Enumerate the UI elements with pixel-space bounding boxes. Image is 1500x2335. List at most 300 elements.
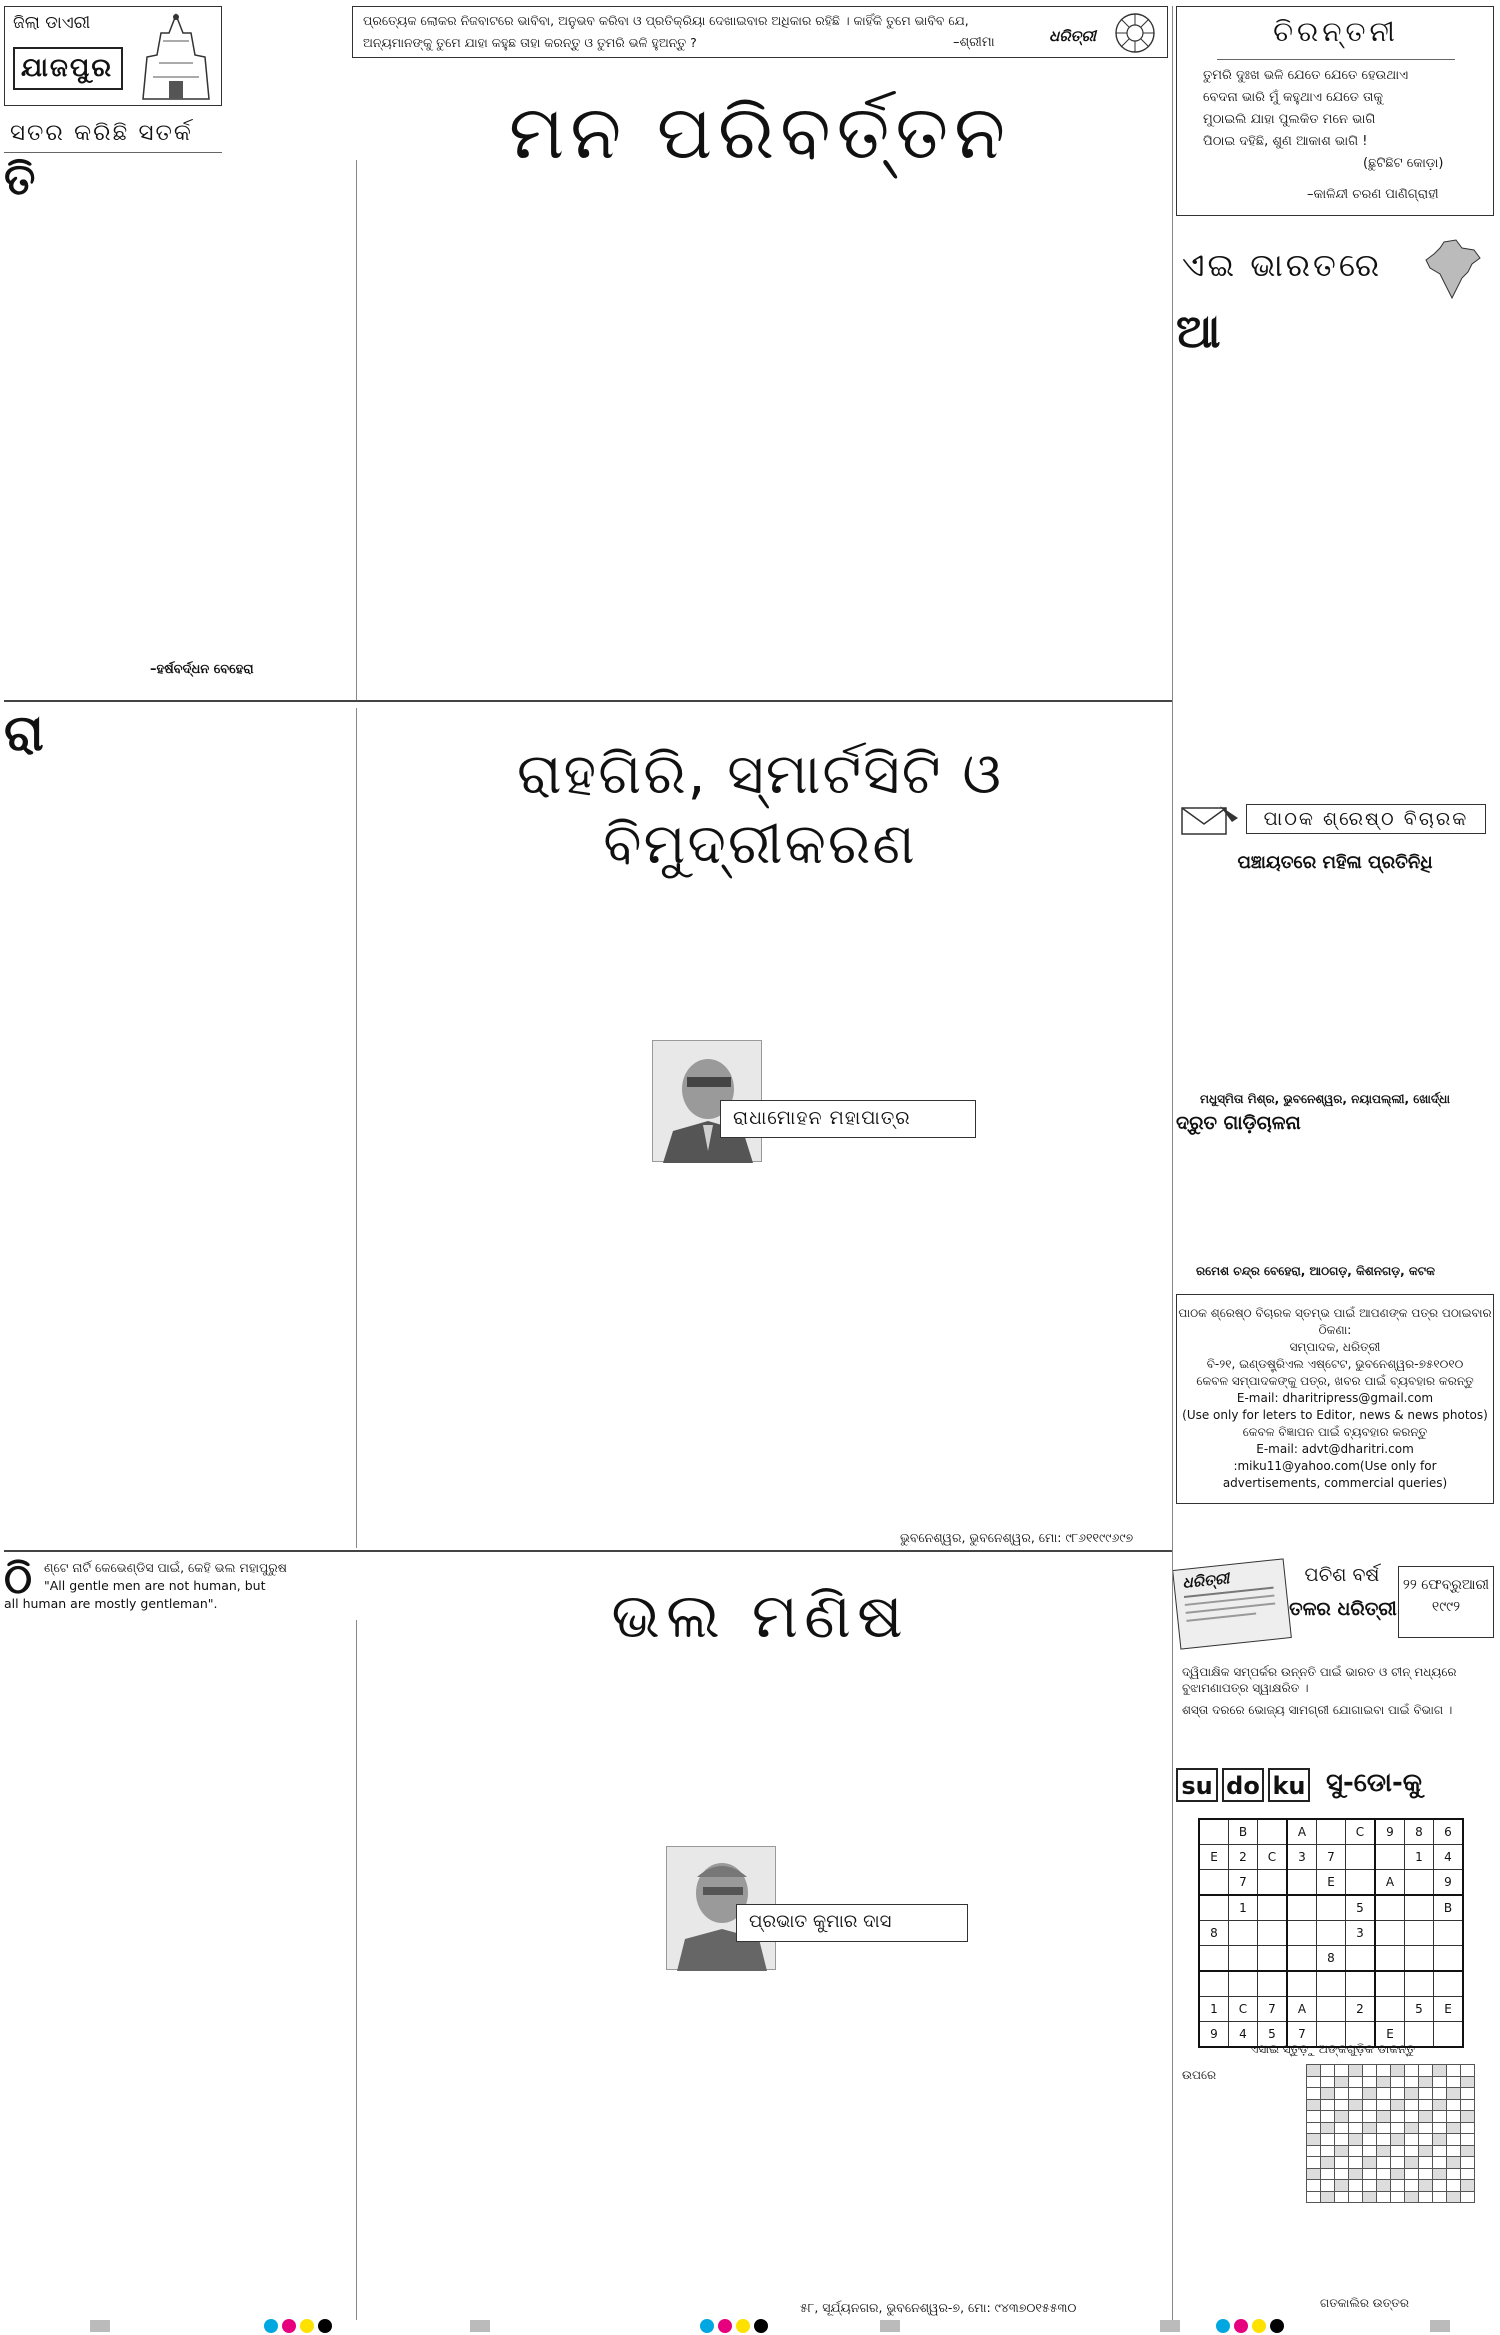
answer-cell bbox=[1349, 2168, 1363, 2180]
answer-cell bbox=[1391, 2145, 1405, 2157]
answer-cell bbox=[1447, 2122, 1461, 2134]
answer-row bbox=[1307, 2157, 1475, 2169]
contact-note-2: advertisements, commercial queries) bbox=[1222, 1476, 1448, 1490]
bhala-footer: ୫୮, ସୂର୍ଯ୍ୟନଗର, ଭୁବନେଶ୍ୱର-୭, ମୋ: ୯୪୩୭୦୧୫୫୩୦ bbox=[800, 2300, 1077, 2315]
sudoku-cell: 8 bbox=[1199, 1921, 1229, 1946]
answer-cell bbox=[1363, 2191, 1377, 2203]
sudoku-cell[interactable] bbox=[1346, 1845, 1376, 1870]
bharat-title: ଏଇ ଭାରତରେ bbox=[1182, 246, 1383, 284]
answer-cell bbox=[1447, 2168, 1461, 2180]
flashback-date-box bbox=[1398, 1566, 1494, 1638]
sudoku-cell: 4 bbox=[1434, 1845, 1464, 1870]
letter-1-title: ପଞ୍ଚାୟତରେ ମହିଳା ପ୍ରତିନିଧି bbox=[1237, 852, 1433, 873]
sudoku-cell[interactable] bbox=[1258, 1946, 1288, 1972]
answer-row bbox=[1307, 2099, 1475, 2111]
poem-line-1: ତୁମରି ଦୁଃଖ ଭଳି ଯେତେ ଯେତେ ହେଉଥାଏ bbox=[1203, 68, 1409, 83]
answer-cell bbox=[1307, 2134, 1321, 2146]
answer-cell bbox=[1307, 2191, 1321, 2203]
author-name-prabhat: ପ୍ରଭାତ କୁମାର ଦାସ bbox=[736, 1904, 968, 1942]
answer-cell bbox=[1307, 2122, 1321, 2134]
answer-cell bbox=[1349, 2134, 1363, 2146]
bhala-col-2 bbox=[366, 1672, 738, 2322]
answer-cell bbox=[1307, 2111, 1321, 2123]
letter-2-signature: ରମେଶ ଚନ୍ଦ୍ର ବେହେରା, ଆଠଗଡ଼, କିଶନଗଡ଼, କଟକ bbox=[1196, 1264, 1435, 1278]
sudoku-cell: E bbox=[1199, 1845, 1229, 1870]
answer-cell bbox=[1461, 2180, 1475, 2192]
answer-row bbox=[1307, 2134, 1475, 2146]
answer-cell bbox=[1363, 2168, 1377, 2180]
answer-cell bbox=[1405, 2111, 1419, 2123]
answer-cell bbox=[1419, 2065, 1433, 2077]
sudoku-instructions bbox=[1182, 2086, 1302, 2296]
chirantani-box bbox=[1176, 6, 1494, 216]
sudoku-title-ku: ku bbox=[1268, 1768, 1310, 1802]
flashback-item-2: ଶସ୍ତା ଦରରେ ଭୋଜ୍ୟ ସାମଗ୍ରୀ ଯୋଗାଇବା ପାଇଁ ବିଭାଗ । bbox=[1182, 1703, 1453, 1717]
sudoku-cell[interactable] bbox=[1258, 1895, 1288, 1921]
answer-cell bbox=[1447, 2065, 1461, 2077]
sudoku-cell[interactable] bbox=[1199, 1971, 1229, 1997]
sudoku-cell[interactable] bbox=[1375, 1946, 1405, 1972]
letter-2-title: ଦ୍ରୁତ ଗାଡ଼ିଚାଳନା bbox=[1176, 1112, 1301, 1134]
sudoku-row bbox=[1199, 1946, 1463, 1972]
answer-cell bbox=[1363, 2111, 1377, 2123]
answer-cell bbox=[1363, 2157, 1377, 2169]
sudoku-cell: 7 bbox=[1258, 1997, 1288, 2022]
answer-cell bbox=[1307, 2065, 1321, 2077]
answer-cell bbox=[1461, 2157, 1475, 2169]
answer-cell bbox=[1307, 2099, 1321, 2111]
answer-cell bbox=[1461, 2134, 1475, 2146]
sudoku-cell: B bbox=[1434, 1895, 1464, 1921]
district-dropcap: ତି bbox=[4, 154, 36, 205]
contact-note-1: (Use only for leters to Editor, news & news photos) bbox=[1182, 1408, 1488, 1422]
sudoku-cell[interactable] bbox=[1434, 2022, 1464, 2048]
answer-cell bbox=[1461, 2122, 1475, 2134]
answer-cell bbox=[1363, 2145, 1377, 2157]
answer-cell bbox=[1363, 2134, 1377, 2146]
answer-cell bbox=[1377, 2168, 1391, 2180]
answer-row bbox=[1307, 2076, 1475, 2088]
answer-cell bbox=[1391, 2099, 1405, 2111]
author-name-radhamohan: ରାଧାମୋହନ ମହାପାତ୍ର bbox=[720, 1100, 976, 1138]
answer-cell bbox=[1349, 2180, 1363, 2192]
sudoku-cell[interactable] bbox=[1405, 1946, 1434, 1972]
sudoku-cell: A bbox=[1287, 1819, 1317, 1845]
sudoku-instructions-label: ଉପରେ bbox=[1182, 2068, 1217, 2082]
main-article-col-1 bbox=[4, 704, 344, 1528]
editorial-col-2 bbox=[636, 186, 896, 686]
answer-cell bbox=[1363, 2076, 1377, 2088]
sudoku-cell: 7 bbox=[1287, 2022, 1317, 2048]
quote-author: –ଶ୍ରୀମା bbox=[953, 35, 995, 50]
mother-symbol-icon bbox=[1113, 11, 1157, 55]
letters-header bbox=[1176, 800, 1494, 840]
sudoku-title-do: do bbox=[1222, 1768, 1264, 1802]
answer-cell bbox=[1419, 2122, 1433, 2134]
answer-cell bbox=[1335, 2191, 1349, 2203]
answer-cell bbox=[1433, 2099, 1447, 2111]
answer-cell bbox=[1377, 2088, 1391, 2100]
sudoku-cell[interactable] bbox=[1317, 1819, 1346, 1845]
answer-cell bbox=[1321, 2180, 1335, 2192]
sudoku-cell: 4 bbox=[1229, 2022, 1258, 2048]
sudoku-answer-grid bbox=[1306, 2064, 1475, 2203]
answer-cell bbox=[1377, 2157, 1391, 2169]
answer-cell bbox=[1349, 2099, 1363, 2111]
answer-cell bbox=[1461, 2191, 1475, 2203]
answer-cell bbox=[1335, 2065, 1349, 2077]
answer-cell bbox=[1419, 2099, 1433, 2111]
sudoku-cell[interactable] bbox=[1434, 1971, 1464, 1997]
answer-cell bbox=[1377, 2122, 1391, 2134]
flashback-year: ୧୯୯୨ bbox=[1431, 1599, 1461, 1615]
answer-cell bbox=[1335, 2180, 1349, 2192]
sudoku-cell: 1 bbox=[1199, 1997, 1229, 2022]
answer-cell bbox=[1419, 2076, 1433, 2088]
quote-line-2: ଅନ୍ୟମାନଙ୍କୁ ତୁମେ ଯାହା କହୁଛ ତାହା କରନ୍ତୁ ଓ ତୁମରି ଭଳି ହୁଅନ୍ତୁ ? bbox=[363, 35, 697, 50]
answer-cell bbox=[1391, 2088, 1405, 2100]
sudoku-cell[interactable] bbox=[1258, 1819, 1288, 1845]
answer-cell bbox=[1433, 2088, 1447, 2100]
bharat-dropcap: ଆ bbox=[1176, 304, 1221, 358]
answer-cell bbox=[1433, 2180, 1447, 2192]
letter-1-body bbox=[1176, 880, 1494, 1090]
sudoku-cell[interactable] bbox=[1287, 1946, 1317, 1972]
answer-cell bbox=[1349, 2122, 1363, 2134]
answer-cell bbox=[1349, 2157, 1363, 2169]
answer-cell bbox=[1307, 2145, 1321, 2157]
answer-cell bbox=[1335, 2099, 1349, 2111]
answer-cell bbox=[1363, 2088, 1377, 2100]
sudoku-cell: 5 bbox=[1346, 1895, 1376, 1921]
answer-cell bbox=[1447, 2157, 1461, 2169]
contact-line-4: କେବଳ ସମ୍ପାଦକଙ୍କୁ ପତ୍ର, ଖବର ପାଇଁ ବ୍ୟବହାର କରନ୍ତୁ bbox=[1196, 1374, 1474, 1388]
answer-cell bbox=[1321, 2145, 1335, 2157]
contact-email-1[interactable]: E-mail: dharitripress@gmail.com bbox=[1236, 1391, 1434, 1405]
editorial-col-3 bbox=[906, 186, 1168, 686]
answer-cell bbox=[1419, 2088, 1433, 2100]
poem-line-2: ବେଦନା ଭାରି ମୁଁ କହୁଥାଏ ଯେତେ ତାକୁ bbox=[1203, 90, 1383, 105]
answer-row bbox=[1307, 2111, 1475, 2123]
answer-cell bbox=[1433, 2134, 1447, 2146]
answer-row bbox=[1307, 2065, 1475, 2077]
answer-cell bbox=[1307, 2180, 1321, 2192]
sudoku-cell[interactable] bbox=[1405, 1971, 1434, 1997]
answer-cell bbox=[1307, 2076, 1321, 2088]
sudoku-cell: 5 bbox=[1405, 1997, 1434, 2022]
answer-cell bbox=[1391, 2180, 1405, 2192]
sudoku-cell: 6 bbox=[1434, 1819, 1464, 1845]
answer-cell bbox=[1419, 2157, 1433, 2169]
sudoku-cell: 1 bbox=[1405, 1845, 1434, 1870]
india-map-icon bbox=[1422, 238, 1488, 300]
answer-cell bbox=[1433, 2145, 1447, 2157]
answer-cell bbox=[1405, 2076, 1419, 2088]
sudoku-row bbox=[1199, 1921, 1463, 1946]
bharat-body bbox=[1176, 304, 1494, 798]
sudoku-cell[interactable] bbox=[1287, 1870, 1317, 1896]
sudoku-puzzle bbox=[1198, 1818, 1464, 2048]
sudoku-cell[interactable] bbox=[1199, 1870, 1229, 1896]
sudoku-cell: E bbox=[1317, 1870, 1346, 1896]
sudoku-cell[interactable] bbox=[1287, 1895, 1317, 1921]
sudoku-cell: 9 bbox=[1199, 2022, 1229, 2048]
temple-illustration bbox=[133, 11, 219, 103]
print-registration-strip bbox=[0, 2318, 1500, 2335]
bhala-col-3 bbox=[756, 1672, 1168, 2322]
sudoku-cell[interactable] bbox=[1199, 1946, 1229, 1972]
contact-email-3[interactable]: :miku11@yahoo.com(Use only for bbox=[1233, 1459, 1437, 1473]
answer-cell bbox=[1307, 2157, 1321, 2169]
flashback-line-1: ପଚିଶ ବର୍ଷ bbox=[1304, 1564, 1380, 1586]
answer-cell bbox=[1307, 2088, 1321, 2100]
sudoku-title-odia: ସୁ-ଡୋ-କୁ bbox=[1326, 1768, 1422, 1798]
answer-cell bbox=[1405, 2168, 1419, 2180]
answer-cell bbox=[1335, 2168, 1349, 2180]
answer-row bbox=[1307, 2180, 1475, 2192]
answer-cell bbox=[1419, 2134, 1433, 2146]
brand-mark: ଧରିତ୍ରୀ bbox=[1049, 27, 1096, 45]
answer-cell bbox=[1391, 2111, 1405, 2123]
sudoku-cell: 8 bbox=[1317, 1946, 1346, 1972]
answer-cell bbox=[1377, 2145, 1391, 2157]
sudoku-answer bbox=[1306, 2064, 1475, 2203]
sudoku-cell: 5 bbox=[1258, 2022, 1288, 2048]
answer-cell bbox=[1419, 2180, 1433, 2192]
answer-cell bbox=[1433, 2111, 1447, 2123]
answer-cell bbox=[1377, 2180, 1391, 2192]
answer-cell bbox=[1391, 2065, 1405, 2077]
editorial-title: ମନ ପରିବର୍ତ୍ତନ bbox=[508, 90, 1012, 176]
answer-cell bbox=[1335, 2134, 1349, 2146]
contact-line-3: ବି-୨୧, ଇଣ୍ଡଷ୍ଟ୍ରିଏଲ ଏଷ୍ଟେଟ, ଭୁବନେଶ୍ୱର-୭୫୧୦୧୦ bbox=[1206, 1357, 1464, 1371]
answer-cell bbox=[1419, 2168, 1433, 2180]
sudoku-cell: 9 bbox=[1434, 1870, 1464, 1896]
answer-cell bbox=[1349, 2191, 1363, 2203]
sudoku-cell: 9 bbox=[1375, 1819, 1405, 1845]
bhala-quote-1: "All gentle men are not human, but bbox=[44, 1578, 266, 1593]
answer-cell bbox=[1447, 2111, 1461, 2123]
answer-cell bbox=[1461, 2168, 1475, 2180]
district-headline: ସତର କରିଛି ସତର୍କ bbox=[10, 120, 193, 146]
sudoku-cell: C bbox=[1258, 1845, 1288, 1870]
sudoku-cell[interactable] bbox=[1199, 1819, 1229, 1845]
answer-cell bbox=[1335, 2088, 1349, 2100]
flashback-line-2: ତଳର ଧରିତ୍ରୀ bbox=[1289, 1598, 1397, 1620]
answer-cell bbox=[1391, 2168, 1405, 2180]
answer-cell bbox=[1377, 2099, 1391, 2111]
main-article-footer: ଭୁବନେଶ୍ୱର, ଭୁବନେଶ୍ୱର, ମୋ: ୯୮୬୧୧୯୯୬୯୭ bbox=[900, 1530, 1134, 1545]
answer-cell bbox=[1377, 2076, 1391, 2088]
yellow-mark bbox=[300, 2319, 314, 2333]
sudoku-cell[interactable] bbox=[1434, 1946, 1464, 1972]
envelope-icon bbox=[1180, 804, 1240, 836]
answer-cell bbox=[1377, 2191, 1391, 2203]
answer-cell bbox=[1321, 2099, 1335, 2111]
answer-cell bbox=[1419, 2111, 1433, 2123]
sudoku-cell[interactable] bbox=[1317, 1997, 1346, 2022]
chirantani-title: ଚିରନ୍ତନୀ bbox=[1273, 15, 1399, 48]
main-article-title: ରାହଗିରି, ସ୍ମାର୍ଟସିଟି ଓ ବିମୁଦ୍ରୀକରଣ bbox=[517, 742, 1003, 877]
contact-email-2[interactable]: E-mail: advt@dharitri.com bbox=[1256, 1442, 1414, 1456]
flashback-paper-icon bbox=[1172, 1558, 1292, 1649]
contact-line-5: କେବଳ ବିଜ୍ଞାପନ ପାଇଁ ବ୍ୟବହାର କରନ୍ତୁ bbox=[1242, 1425, 1428, 1439]
sudoku-cell[interactable] bbox=[1287, 1971, 1317, 1997]
answer-cell bbox=[1363, 2099, 1377, 2111]
sudoku-cell: C bbox=[1229, 1997, 1258, 2022]
answer-cell bbox=[1405, 2099, 1419, 2111]
answer-cell bbox=[1321, 2191, 1335, 2203]
cyan-mark bbox=[264, 2319, 278, 2333]
answer-cell bbox=[1405, 2157, 1419, 2169]
answer-cell bbox=[1447, 2180, 1461, 2192]
answer-cell bbox=[1363, 2065, 1377, 2077]
answer-cell bbox=[1391, 2122, 1405, 2134]
district-article-body bbox=[4, 154, 356, 658]
district-diary-box bbox=[4, 6, 222, 106]
sudoku-cell[interactable] bbox=[1375, 1845, 1405, 1870]
bhala-quote-2: all human are mostly gentleman". bbox=[4, 1596, 218, 1611]
district-byline: –ହର୍ଷବର୍ଦ୍ଧନ ବେହେରା bbox=[150, 662, 254, 677]
letter-2-body bbox=[1176, 1140, 1494, 1262]
answer-row bbox=[1307, 2122, 1475, 2134]
sudoku-cell[interactable] bbox=[1287, 1921, 1317, 1946]
sudoku-cell[interactable] bbox=[1317, 1921, 1346, 1946]
sudoku-cell: 2 bbox=[1229, 1845, 1258, 1870]
answer-cell bbox=[1447, 2191, 1461, 2203]
answer-row bbox=[1307, 2145, 1475, 2157]
letters-header-label: ପାଠକ ଶ୍ରେଷ୍ଠ ବିଚାରକ bbox=[1246, 804, 1486, 834]
sudoku-row bbox=[1199, 1870, 1463, 1896]
answer-cell bbox=[1419, 2145, 1433, 2157]
sudoku-cell[interactable] bbox=[1317, 1971, 1346, 1997]
poem-line-4: ପିଠାଇ ଦହିଛି, ଶୁଣ ଆକାଶ ଭାଗି ! bbox=[1203, 134, 1368, 149]
sudoku-cell[interactable] bbox=[1405, 1870, 1434, 1896]
sudoku-cell[interactable] bbox=[1434, 1921, 1464, 1946]
sudoku-cell[interactable] bbox=[1346, 1946, 1376, 1972]
sudoku-cell[interactable] bbox=[1375, 1895, 1405, 1921]
sudoku-cell[interactable] bbox=[1258, 1971, 1288, 1997]
sudoku-cell: 2 bbox=[1346, 1997, 1376, 2022]
answer-cell bbox=[1335, 2111, 1349, 2123]
sudoku-cell: E bbox=[1375, 2022, 1405, 2048]
answer-cell bbox=[1363, 2122, 1377, 2134]
answer-cell bbox=[1405, 2122, 1419, 2134]
answer-cell bbox=[1447, 2099, 1461, 2111]
flashback-item-1: ଦ୍ୱିପାକ୍ଷିକ ସମ୍ପର୍କର ଉନ୍ନତି ପାଇଁ ଭାରତ ଓ ଚୀନ୍ ମଧ୍ୟରେ ବୁଝାମଣାପତ୍ର ସ୍ୱାକ୍ଷରିତ । bbox=[1182, 1665, 1457, 1695]
answer-cell bbox=[1321, 2088, 1335, 2100]
sudoku-footer-label: ଏସାଇ ସ୍ତୁଡ଼ୁ ଅଙ୍କଗୁଡ଼ିକ ଡାକନ୍ତୁ bbox=[1250, 2042, 1415, 2056]
sudoku-cell[interactable] bbox=[1258, 1921, 1288, 1946]
editorial-col-1 bbox=[366, 186, 626, 686]
sudoku-row bbox=[1199, 1895, 1463, 1921]
chirantani-author: –କାଳିନ୍ଦୀ ଚରଣ ପାଣିଗ୍ରାହୀ bbox=[1307, 187, 1439, 202]
answer-cell bbox=[1321, 2065, 1335, 2077]
sudoku-cell[interactable] bbox=[1375, 1921, 1405, 1946]
answer-cell bbox=[1447, 2134, 1461, 2146]
answer-cell bbox=[1461, 2076, 1475, 2088]
answer-cell bbox=[1461, 2088, 1475, 2100]
answer-cell bbox=[1321, 2111, 1335, 2123]
magenta-mark bbox=[282, 2319, 296, 2333]
sudoku-cell[interactable] bbox=[1375, 1971, 1405, 1997]
answer-cell bbox=[1433, 2168, 1447, 2180]
answer-cell bbox=[1461, 2099, 1475, 2111]
contact-line-1: ପାଠକ ଶ୍ରେଷ୍ଠ ବିଚାରକ ସ୍ତମ୍ଭ ପାଇଁ ଆପଣଙ୍କ ପତ୍ର ପଠାଇବାର ଠିକଣା: bbox=[1178, 1306, 1492, 1337]
answer-cell bbox=[1335, 2076, 1349, 2088]
answer-cell bbox=[1391, 2157, 1405, 2169]
sudoku-cell[interactable] bbox=[1229, 1921, 1258, 1946]
answer-cell bbox=[1391, 2134, 1405, 2146]
sudoku-cell[interactable] bbox=[1229, 1971, 1258, 1997]
sudoku-cell[interactable] bbox=[1229, 1946, 1258, 1972]
flashback-box bbox=[1176, 1560, 1494, 1652]
answer-cell bbox=[1433, 2076, 1447, 2088]
answer-cell bbox=[1433, 2157, 1447, 2169]
sudoku-cell[interactable] bbox=[1317, 1895, 1346, 1921]
answer-cell bbox=[1321, 2134, 1335, 2146]
answer-cell bbox=[1405, 2145, 1419, 2157]
answer-cell bbox=[1433, 2065, 1447, 2077]
answer-cell bbox=[1335, 2157, 1349, 2169]
answer-cell bbox=[1419, 2191, 1433, 2203]
sudoku-cell[interactable] bbox=[1405, 1895, 1434, 1921]
sudoku-cell: C bbox=[1346, 1819, 1376, 1845]
sudoku-cell[interactable] bbox=[1346, 1971, 1376, 1997]
answer-cell bbox=[1321, 2076, 1335, 2088]
answer-cell bbox=[1377, 2134, 1391, 2146]
main-article-dropcap: ରା bbox=[4, 704, 44, 762]
sudoku-cell: 3 bbox=[1287, 1845, 1317, 1870]
answer-cell bbox=[1391, 2076, 1405, 2088]
sudoku-cell: 1 bbox=[1229, 1895, 1258, 1921]
contact-box bbox=[1176, 1294, 1494, 1504]
answer-cell bbox=[1461, 2065, 1475, 2077]
sudoku-cell[interactable] bbox=[1199, 1895, 1229, 1921]
answer-cell bbox=[1447, 2076, 1461, 2088]
answer-cell bbox=[1349, 2088, 1363, 2100]
poem-source: (ଛୁଟିଛିଟ କୋଡ଼ା) bbox=[1363, 156, 1444, 171]
sudoku-cell[interactable] bbox=[1375, 1997, 1405, 2022]
sudoku-row bbox=[1199, 1819, 1463, 1845]
district-label: ଜିଲା ଡାଏରୀ bbox=[13, 13, 91, 33]
sudoku-header bbox=[1176, 1766, 1494, 1808]
sudoku-row bbox=[1199, 1997, 1463, 2022]
answer-cell bbox=[1349, 2065, 1363, 2077]
sudoku-cell[interactable] bbox=[1405, 1921, 1434, 1946]
bhala-intro: ଣ୍ଟେ ନାର୍ଟି କେଭେଣ୍ଡିସ ପାଇଁ, କେହି ଭଲ ମହାପୁରୁଷ bbox=[44, 1560, 288, 1575]
answer-cell bbox=[1335, 2145, 1349, 2157]
flashback-brand: ଧରିତ୍ରୀ bbox=[1181, 1569, 1231, 1593]
bharat-header bbox=[1176, 238, 1494, 302]
sudoku-cell: 8 bbox=[1405, 1819, 1434, 1845]
answer-cell bbox=[1405, 2134, 1419, 2146]
answer-cell bbox=[1335, 2122, 1349, 2134]
sudoku-title-su: su bbox=[1176, 1768, 1218, 1802]
sudoku-cell: 7 bbox=[1229, 1870, 1258, 1896]
flashback-items bbox=[1182, 1664, 1492, 1718]
contact-line-2: ସମ୍ପାଦକ, ଧରିତ୍ରୀ bbox=[1289, 1340, 1381, 1354]
sudoku-cell[interactable] bbox=[1346, 1870, 1376, 1896]
answer-cell bbox=[1349, 2111, 1363, 2123]
sudoku-cell: A bbox=[1287, 1997, 1317, 2022]
bhala-col-1 bbox=[4, 1616, 356, 2326]
answer-cell bbox=[1321, 2122, 1335, 2134]
answer-cell bbox=[1321, 2168, 1335, 2180]
answer-cell bbox=[1461, 2111, 1475, 2123]
answer-cell bbox=[1349, 2145, 1363, 2157]
sudoku-cell[interactable] bbox=[1258, 1870, 1288, 1896]
